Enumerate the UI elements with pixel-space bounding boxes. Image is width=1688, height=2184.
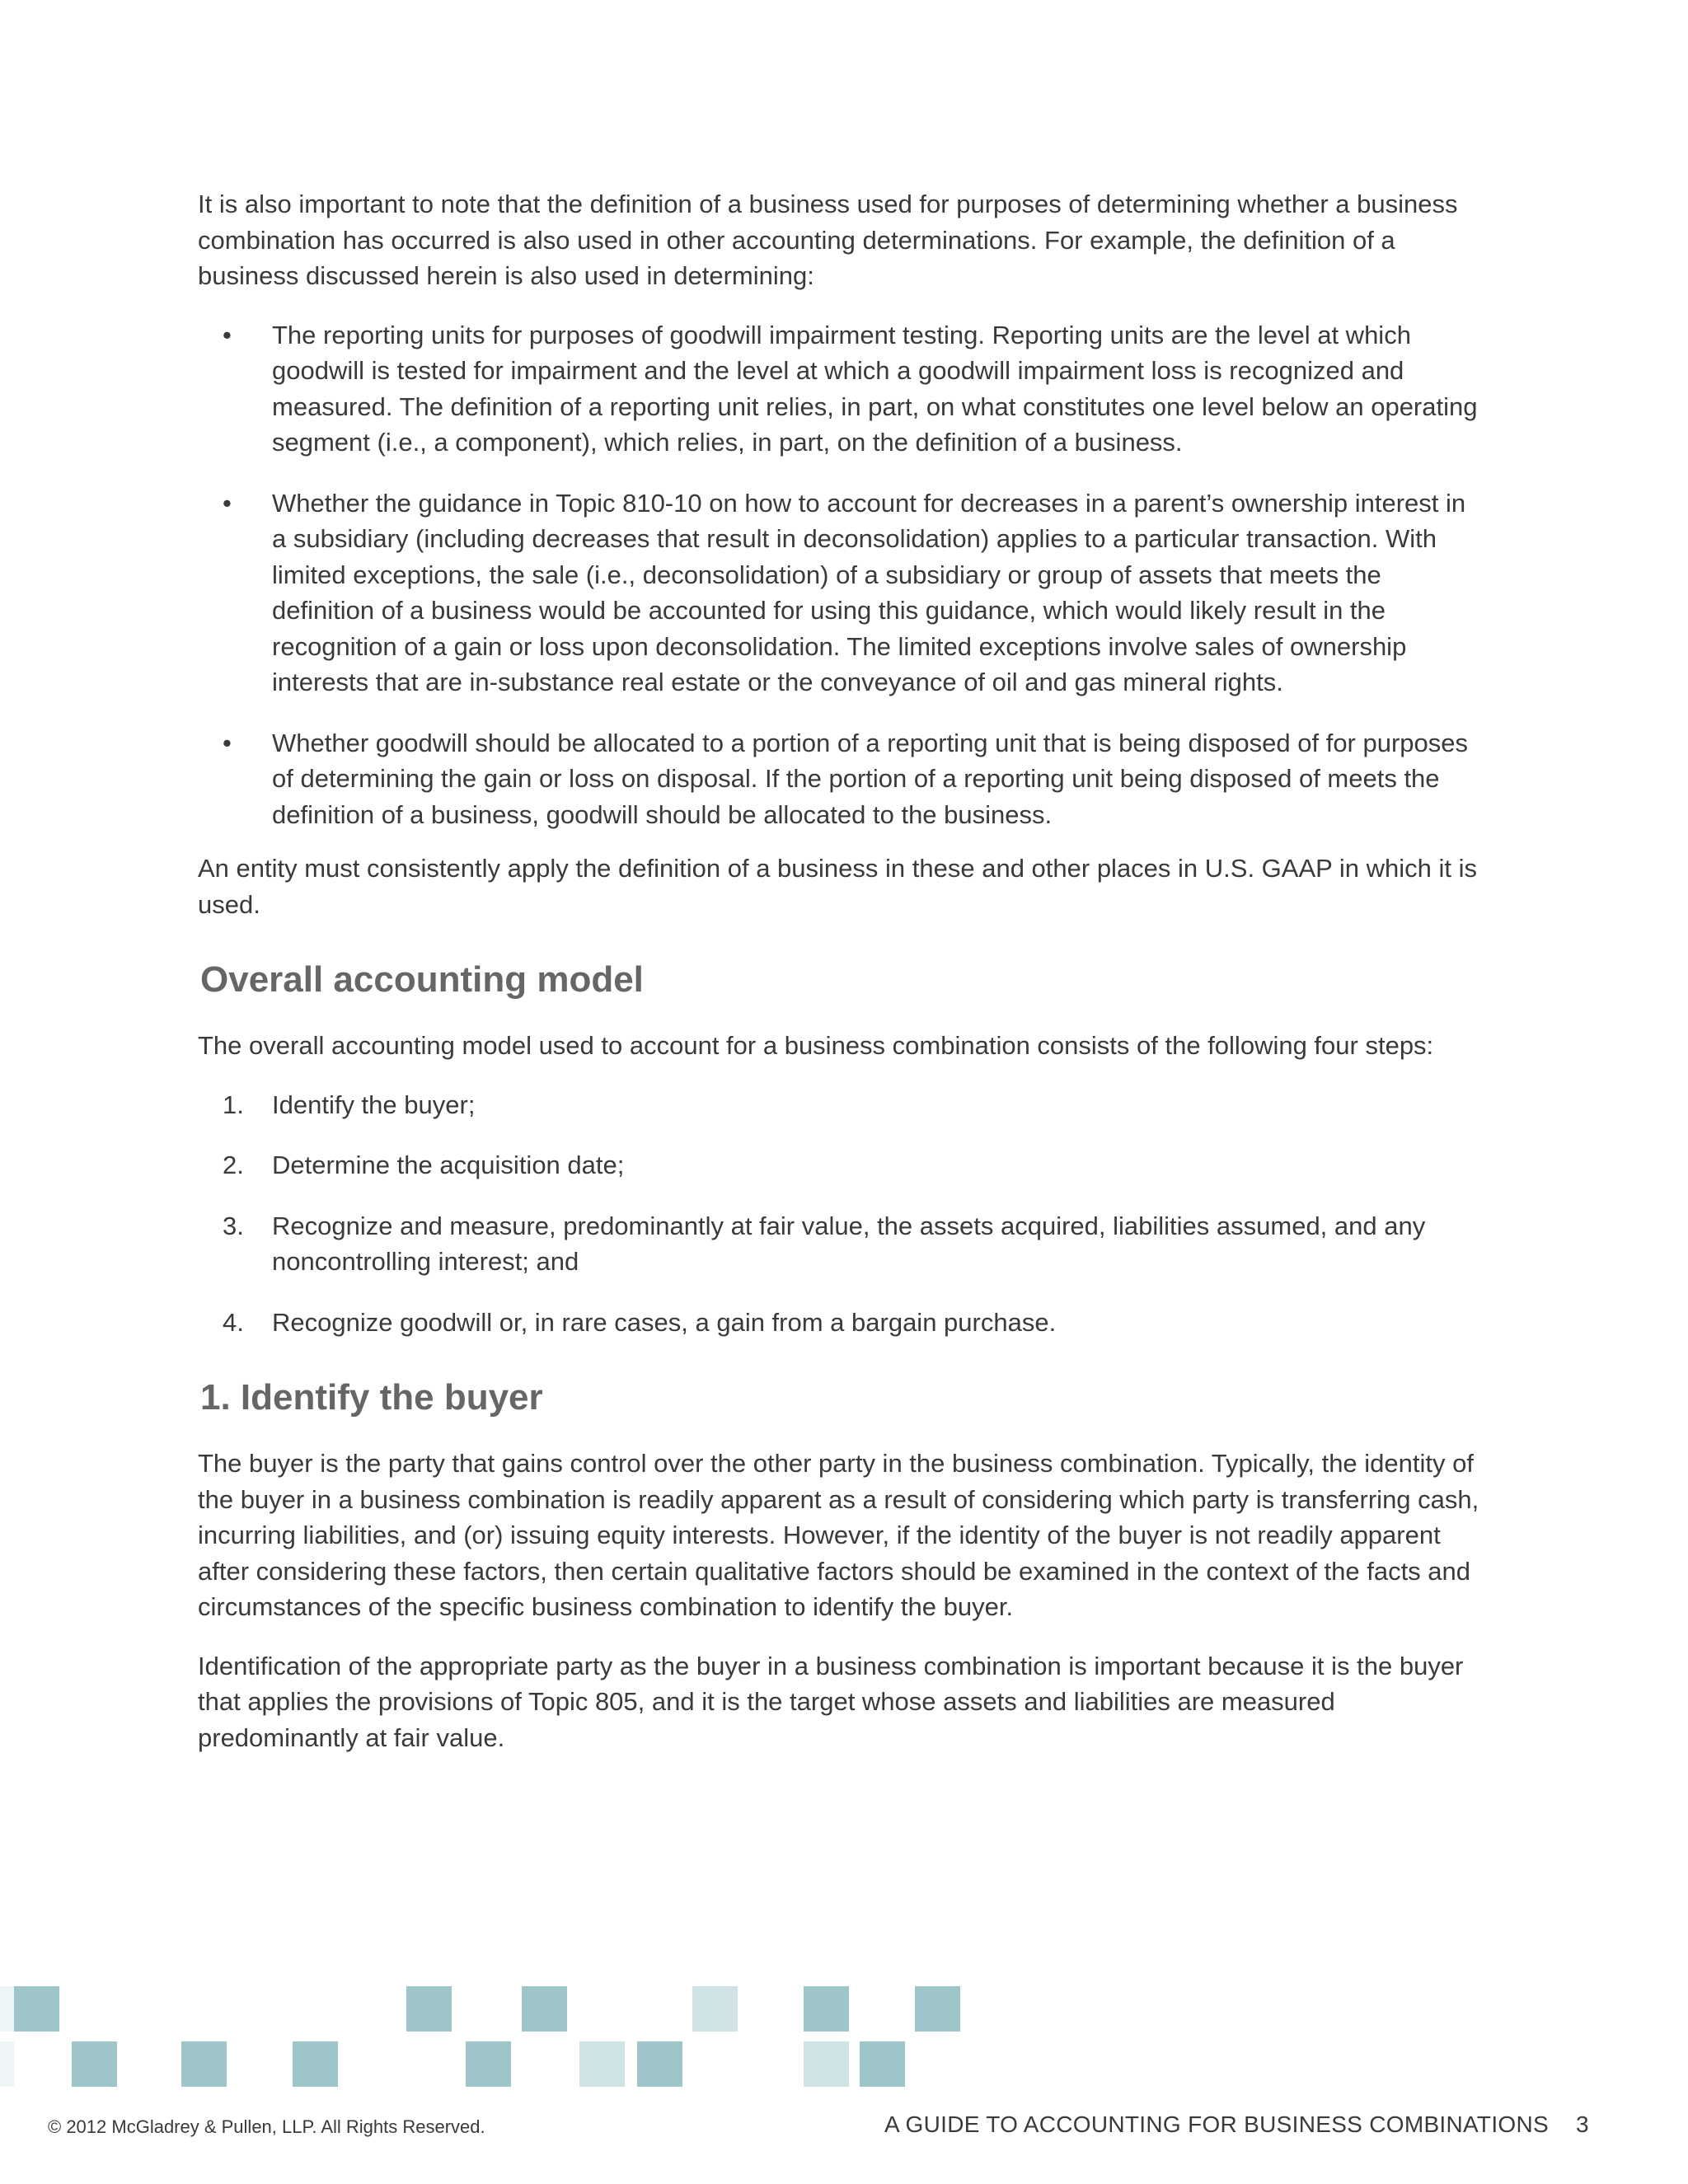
section-heading-identify-buyer: 1. Identify the buyer [200, 1377, 543, 1418]
closing-paragraph: An entity must consistently apply the definition of a business in these and other places in U.S. GAAP in which it is used. [198, 854, 1477, 919]
pattern-square [804, 2041, 849, 2087]
list-item [198, 725, 1484, 833]
pattern-square [804, 1986, 849, 2032]
step-text: Determine the acquisition date; [272, 1151, 625, 1179]
identify-buyer-paragraph: Identification of the appropriate party as the buyer in a business combination is important because it is the buyer that applies the provisions of Topic 805, and it is the target whose assets and liabilities are measured predominantly at fair value. [198, 1651, 1464, 1752]
identify-buyer-paragraph: The buyer is the party that gains control over the other party in the business combination. Typically, the identity of the buyer in a business combination is readily apparent as a result of considering which party is transferring cash, incurring liabilities, and (or) issuing equity interests. However, if the identity of the buyer is not readily apparent after considering these factors, then certain qualitative factors should be examined in the context of the facts and circumstances of the specific business combination to identify the buyer. [198, 1449, 1479, 1621]
pattern-square [72, 2041, 117, 2087]
list-item [198, 1147, 1484, 1183]
pattern-square [293, 2041, 338, 2087]
pattern-square [860, 2041, 905, 2087]
bullet-marker: • [223, 488, 232, 518]
overall-model-intro: The overall accounting model used to account for a business combination consists of the following four steps: [198, 1031, 1434, 1060]
footer-document-title: A GUIDE TO ACCOUNTING FOR BUSINESS COMBINATIONS [884, 2111, 1549, 2137]
step-number: 1. [223, 1090, 244, 1119]
bullet-marker: • [223, 728, 232, 757]
pattern-square [181, 2041, 227, 2087]
step-number: 4. [223, 1307, 244, 1337]
list-item [198, 1305, 1484, 1341]
copyright-notice: © 2012 McGladrey & Pullen, LLP. All Rights Reserved. [48, 2116, 485, 2137]
list-item [198, 1087, 1484, 1123]
pattern-square [692, 1986, 738, 2032]
pattern-square [0, 2041, 14, 2087]
page-content [198, 186, 1484, 1779]
pattern-square [915, 1986, 960, 2032]
list-item [198, 485, 1484, 701]
pattern-square [406, 1986, 452, 2032]
bullet-text: The reporting units for purposes of goodwill impairment testing. Reporting units are the level at which goodwill is tested for impairment and the level at which a goodwill impairment loss is recognized and measured. The definition of a reporting unit relies, in part, on what constitutes one level below an operating segment (i.e., a component), which relies, in part, on the definition of a business. [272, 320, 1478, 457]
step-number: 2. [223, 1151, 244, 1179]
intro-paragraph: It is also important to note that the definition of a business used for purposes of determining whether a business combination has occurred is also used in other accounting determinations. For example, the definition of a business discussed herein is also used in determining: [198, 190, 1458, 290]
footer-square-pattern [0, 1986, 989, 2093]
pattern-square [466, 2041, 511, 2087]
step-text: Recognize goodwill or, in rare cases, a gain from a bargain purchase. [272, 1307, 1057, 1337]
list-item [198, 317, 1484, 461]
pattern-square [0, 1986, 14, 2032]
step-text: Identify the buyer; [272, 1090, 476, 1119]
pattern-square [14, 1986, 59, 2032]
page-number: 3 [1576, 2111, 1589, 2137]
section-heading-overall-model: Overall accounting model [200, 959, 644, 1000]
bullet-text: Whether goodwill should be allocated to a portion of a reporting unit that is being disposed of for purposes of determining the gain or loss on disposal. If the portion of a reporting unit being disposed of meets the definition of a business, goodwill should be allocated to the business. [272, 728, 1469, 829]
pattern-square [522, 1986, 567, 2032]
bullet-text: Whether the guidance in Topic 810-10 on how to account for decreases in a parent’s ownership interest in a subsidiary (including decreases that result in deconsolidation) applies to a particular transaction. With limited exceptions, the sale (i.e., deconsolidation) of a subsidiary or group of assets that meets the definition of a business would be accounted for using this guidance, which would likely result in the recognition of a gain or loss upon deconsolidation. The limited exceptions involve sales of ownership interests that are in-substance real estate or the conveyance of oil and gas mineral rights. [272, 488, 1466, 696]
pattern-square [637, 2041, 682, 2087]
step-number: 3. [223, 1211, 244, 1240]
step-text: Recognize and measure, predominantly at fair value, the assets acquired, liabilities assumed, and any noncontrolling interest; and [272, 1211, 1426, 1276]
bullet-list [198, 317, 1484, 833]
bullet-marker: • [223, 320, 232, 349]
pattern-square [579, 2041, 625, 2087]
list-item [198, 1208, 1484, 1280]
steps-list [198, 1087, 1484, 1341]
